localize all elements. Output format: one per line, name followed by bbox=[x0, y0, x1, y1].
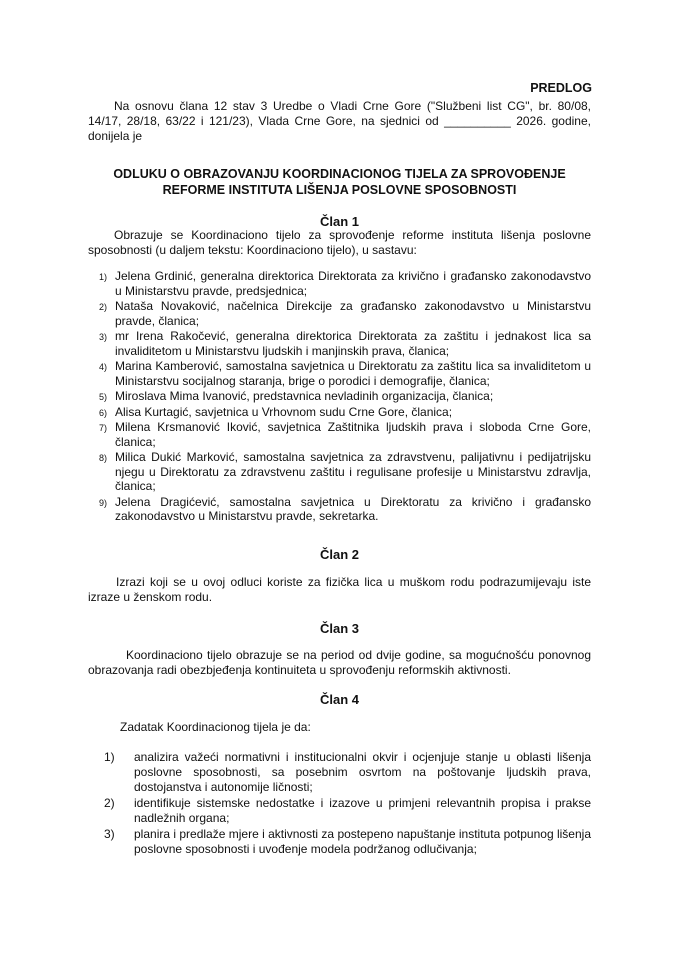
article-2-text: Izrazi koji se u ovoj odluci koriste za fizička lica u muškom rodu podrazumijevaju iste izraze u ženskom rodu. bbox=[88, 575, 591, 604]
list-item-text: Alisa Kurtagić, savjetnica u Vrhovnom sudu Crne Gore, članica; bbox=[115, 404, 453, 419]
article-1-text: Obrazuje se Koordinaciono tijelo za sprovođenje reforme instituta lišenja poslovne sposobnosti (u daljem tekstu: Koordinaciono tijelo), u sastavu: bbox=[88, 228, 591, 257]
list-item-text: Miroslava Mima Ivanović, predstavnica nevladinih organizacija, članica; bbox=[115, 389, 494, 403]
list-item-text: planira i predlaže mjere i aktivnosti za postepeno napuštanje instituta potpunog lišenja poslovne sposobnosti i uvođenje modela podržanog odlučivanja; bbox=[134, 827, 591, 856]
task-list bbox=[104, 750, 591, 858]
list-item-number: 1) bbox=[104, 750, 115, 764]
list-item-number: 5) bbox=[99, 392, 108, 402]
list-item-number: 2) bbox=[104, 796, 115, 810]
list-item bbox=[88, 495, 591, 524]
list-item-text: Jelena Grdinić, generalna direktorica Direktorata za krivično i građansko zakonodavstvo u Ministarstvu pravde, predsjednica; bbox=[115, 269, 591, 298]
list-item-text: Milena Krsmanović Iković, savjetnica Zaštitnika ljudskih prava i sloboda Crne Gore, članica; bbox=[115, 420, 591, 449]
list-item bbox=[88, 269, 591, 298]
article-3-heading: Član 3 bbox=[319, 621, 359, 636]
list-item-number: 9) bbox=[99, 497, 108, 508]
list-item-number: 7) bbox=[99, 423, 108, 433]
list-item bbox=[88, 405, 591, 420]
article-3-text: Koordinaciono tijelo obrazuje se na period od dvije godine, sa mogućnošću ponovnog obrazovanja radi obezbjeđenja kontinuiteta u sprovođenju reformskih aktivnosti. bbox=[88, 648, 591, 677]
list-item bbox=[88, 450, 591, 494]
list-item-text: Jelena Dragićević, samostalna savjetnica u Direktoratu za krivično i građansko zakonodavstvo u Ministarstvu pravde, sekretarka. bbox=[115, 494, 591, 523]
list-item-number: 6) bbox=[99, 407, 108, 418]
draft-label: PREDLOG bbox=[530, 81, 592, 95]
member-list bbox=[88, 269, 591, 525]
list-item bbox=[104, 827, 591, 857]
list-item-text: Marina Kamberović, samostalna savjetnica u Direktoratu za zaštitu lica sa invaliditetom u Ministarstvu socijalnog staranja, brige o porodici i demografije, članica; bbox=[115, 359, 591, 388]
list-item-text: Milica Dukić Marković, samostalna savjetnica za zdravstvenu, palijativnu i pedijatrijsku njegu u Direktoratu za zdravstvenu zaštitu i regulisane profesije u Ministarstvu zdravlja, članica; bbox=[115, 450, 591, 493]
list-item bbox=[88, 359, 591, 388]
list-item bbox=[88, 389, 591, 404]
list-item-text: analizira važeći normativni i institucionalni okvir i ocjenjuje stanje u oblasti lišenja poslovne sposobnosti, sa posebnim osvrtom na poštovanje ljudskih prava, dostojanstva i autonomije ličnosti; bbox=[134, 750, 591, 794]
list-item bbox=[104, 750, 591, 795]
list-item-number: 1) bbox=[99, 272, 108, 282]
list-item-text: mr Irena Rakočević, generalna direktorica Direktorata za zaštitu i jednakost lica sa invaliditetom u Ministarstvu ljudskih i manjinskih prava, članica; bbox=[115, 329, 591, 358]
list-item bbox=[104, 796, 591, 826]
article-4-heading: Član 4 bbox=[319, 692, 359, 707]
list-item bbox=[88, 299, 591, 328]
list-item bbox=[88, 420, 591, 449]
list-item-number: 3) bbox=[99, 332, 108, 342]
list-item-number: 2) bbox=[99, 302, 108, 312]
article-1-heading: Član 1 bbox=[319, 214, 359, 229]
article-2-heading: Član 2 bbox=[319, 547, 359, 562]
list-item-number: 3) bbox=[104, 827, 115, 841]
preamble-text: Na osnovu člana 12 stav 3 Uredbe o Vladi Crne Gore ("Službeni list CG", br. 80/08, 14/17, 28/18, 63/22 i 121/23), Vlada Crne Gore, na sjednici od __________ 2026. godine, donijela je bbox=[88, 99, 591, 143]
list-item-number: 4) bbox=[99, 362, 108, 372]
document-title bbox=[88, 166, 591, 198]
list-item-text: Nataša Novaković, načelnica Direkcije za građansko zakonodavstvo u Ministarstvu pravde, članica; bbox=[115, 299, 591, 328]
list-item-text: identifikuje sistemske nedostatke i izazove u primjeni relevantnih propisa i prakse nadležnih organa; bbox=[134, 796, 591, 825]
list-item bbox=[88, 329, 591, 358]
title-line-1: ODLUKU O OBRAZOVANJU KOORDINACIONOG TIJELA ZA SPROVOĐENJE bbox=[113, 167, 566, 181]
title-line-2: REFORME INSTITUTA LIŠENJA POSLOVNE SPOSOBNOSTI bbox=[162, 183, 517, 197]
list-item-number: 8) bbox=[99, 453, 108, 463]
article-4-lead: Zadatak Koordinacionog tijela je da: bbox=[120, 720, 311, 734]
preamble bbox=[88, 99, 591, 144]
